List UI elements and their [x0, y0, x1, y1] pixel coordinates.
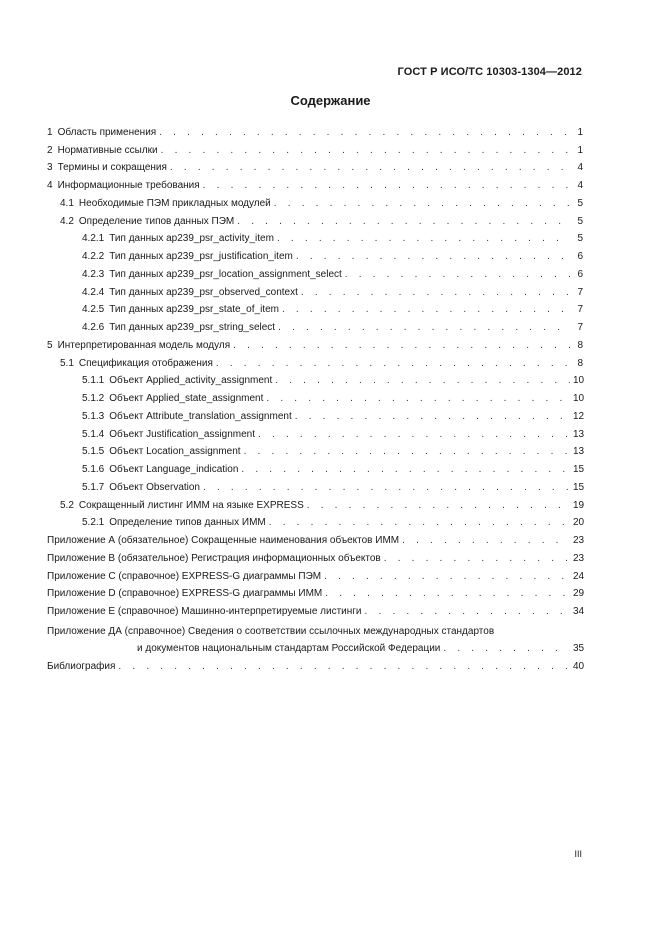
toc-leader-dots	[269, 517, 570, 529]
toc-entry-number: 5.1.6	[82, 464, 105, 475]
toc-entry-page: 10	[573, 393, 585, 404]
toc-leader-dots	[275, 375, 570, 387]
toc-entry-title: Сокращенный листинг ИММ на языке EXPRESS	[78, 499, 304, 511]
toc-leader-dots	[443, 643, 570, 655]
toc-entry[interactable]	[47, 263, 583, 281]
toc-entry-number: 4.2.4	[82, 286, 105, 298]
toc-leader-dots	[266, 393, 570, 405]
toc-entry-number: 4.2.3	[82, 268, 105, 280]
toc-entry-title: Необходимые ПЭМ прикладных модулей	[78, 197, 271, 209]
toc-leader-dots	[274, 198, 570, 210]
toc-entry[interactable]	[47, 121, 583, 139]
toc-entry-number: 2	[47, 144, 53, 156]
toc-entry-page: 19	[573, 499, 585, 511]
toc-entry-title: Объект Applied_state_assignment	[109, 393, 264, 404]
toc-entry[interactable]	[47, 352, 583, 370]
toc-entry-title: Определение типов данных ПЭМ	[78, 215, 235, 227]
toc-entry-title: Приложение Е (справочное) Машинно-интерпретируемые листинги	[47, 606, 362, 617]
toc-entry-page: 13	[573, 446, 585, 458]
toc-entry-title: Объект Justification_assignment	[109, 428, 256, 440]
toc-entry[interactable]	[47, 618, 583, 655]
toc-entry[interactable]	[47, 565, 583, 583]
toc-leader-dots	[244, 446, 570, 458]
toc-entry[interactable]	[47, 458, 583, 476]
toc-leader-dots	[307, 500, 570, 512]
toc-entry[interactable]	[47, 423, 583, 441]
toc-entry-title: Тип данных ap239_psr_state_of_item	[109, 304, 279, 316]
toc-entry-title: Спецификация отображения	[78, 357, 213, 369]
toc-entry-number: 5.1.4	[82, 428, 105, 440]
toc-entry-title: Интерпретированная модель модуля	[57, 339, 231, 351]
toc-entry-number: 4.2	[60, 215, 74, 227]
toc-entry[interactable]	[47, 245, 583, 263]
toc-leader-dots	[384, 553, 570, 565]
toc-entry-title: Приложение ДА (справочное) Сведения о соответствии ссылочных международных стандартов	[47, 626, 495, 637]
toc-entry-title: Объект Applied_activity_assignment	[109, 375, 273, 387]
toc-leader-dots	[365, 606, 570, 618]
toc-entry[interactable]	[47, 157, 583, 175]
toc-entry[interactable]	[47, 316, 583, 334]
toc-entry-title: Тип данных ap239_psr_justification_item	[109, 251, 293, 262]
toc-entry-page: 4	[577, 162, 583, 174]
toc-entry[interactable]	[47, 210, 583, 228]
toc-entry-number: 4.2.6	[82, 322, 105, 333]
toc-leader-dots	[295, 411, 570, 423]
toc-entry-number: 5.1.1	[82, 375, 105, 387]
toc-leader-dots	[296, 251, 570, 263]
toc-entry-title: Тип данных ap239_psr_string_select	[109, 322, 276, 333]
toc-entry-page: 23	[573, 552, 585, 564]
document-header: ГОСТ Р ИСО/ТС 10303-1304—2012	[397, 66, 582, 78]
toc-entry-page: 23	[573, 535, 585, 546]
toc-entry[interactable]	[47, 387, 583, 405]
toc-entry-title: Приложение С (справочное) EXPRESS-G диаграммы ПЭМ	[47, 570, 322, 582]
toc-entry-title: Определение типов данных ИММ	[109, 517, 266, 529]
toc-entry[interactable]	[47, 529, 583, 547]
toc-entry-title: Информационные требования	[57, 180, 200, 191]
toc-entry[interactable]	[47, 512, 583, 530]
toc-entry-page: 34	[573, 606, 585, 617]
toc-entry[interactable]	[47, 334, 583, 352]
toc-entry-number: 4	[47, 180, 53, 191]
toc-entry-number: 5.1.5	[82, 446, 105, 458]
toc-entry-number: 4.2.1	[82, 233, 105, 245]
toc-entry-page: 7	[577, 322, 583, 333]
toc-entry-page: 8	[577, 339, 583, 351]
toc-entry-title: Приложение А (обязательное) Сокращенные наименования объектов ИММ	[47, 535, 400, 546]
toc-leader-dots	[170, 162, 570, 174]
toc-entry-number: 5.1	[60, 357, 74, 369]
toc-entry[interactable]	[47, 441, 583, 459]
toc-entry[interactable]	[47, 600, 583, 618]
toc-entry-page: 5	[577, 197, 583, 209]
toc-leader-dots	[301, 287, 570, 299]
toc-leader-dots	[345, 269, 570, 281]
toc-entry-page: 15	[573, 464, 585, 475]
toc-leader-dots	[118, 661, 570, 673]
toc-entry-page: 20	[573, 517, 585, 529]
toc-entry-number: 5.1.2	[82, 393, 105, 404]
toc-entry[interactable]	[47, 655, 583, 673]
toc-entry-page: 5	[577, 233, 583, 245]
toc-entry-page: 24	[573, 570, 585, 582]
toc-entry-page: 13	[573, 428, 585, 440]
toc-entry-title: Тип данных ap239_psr_activity_item	[109, 233, 274, 245]
toc-entry-title: Объект Language_indication	[109, 464, 239, 475]
toc-leader-dots	[282, 304, 570, 316]
toc-entry-page: 29	[573, 588, 585, 600]
toc-entry[interactable]	[47, 405, 583, 423]
toc-entry-page: 40	[573, 660, 585, 672]
toc-entry-page: 4	[577, 180, 583, 191]
toc-entry-page: 12	[573, 410, 585, 422]
toc-entry-title: Объект Location_assignment	[109, 446, 241, 458]
toc-entry-title: Нормативные ссылки	[57, 144, 158, 156]
toc-entry-page: 10	[573, 375, 585, 387]
toc-entry-page: 1	[577, 126, 583, 138]
toc-entry-page: 8	[577, 357, 583, 369]
toc-entry-page: 35	[573, 643, 585, 654]
toc-entry-number: 5.2.1	[82, 517, 105, 529]
toc-entry-number: 3	[47, 162, 53, 174]
toc-leader-dots	[159, 127, 570, 139]
toc-entry-page: 15	[573, 481, 585, 493]
toc-entry[interactable]	[47, 228, 583, 246]
toc-entry-number: 5.1.3	[82, 410, 105, 422]
toc-entry-title: Приложение D (справочное) EXPRESS-G диаграммы ИММ	[47, 588, 323, 600]
toc-entry-page: 6	[577, 268, 583, 280]
table-of-contents	[47, 121, 583, 673]
toc-entry-number: 4.2.5	[82, 304, 105, 316]
toc-entry-title: Приложение В (обязательное) Регистрация информационных объектов	[47, 552, 381, 564]
toc-entry-page: 6	[577, 251, 583, 262]
toc-entry-page: 7	[577, 304, 583, 316]
toc-entry[interactable]	[47, 281, 583, 299]
toc-entry[interactable]	[47, 583, 583, 601]
toc-entry[interactable]	[47, 494, 583, 512]
toc-entry[interactable]	[47, 192, 583, 210]
toc-entry-title: Тип данных ap239_psr_observed_context	[109, 286, 298, 298]
toc-leader-dots	[278, 322, 570, 334]
toc-leader-dots	[237, 216, 570, 228]
toc-entry-number: 5	[47, 339, 53, 351]
toc-entry-number: 5.1.7	[82, 481, 105, 493]
toc-entry-number: 4.1	[60, 197, 74, 209]
toc-entry-number: 5.2	[60, 499, 74, 511]
toc-entry[interactable]	[47, 370, 583, 388]
toc-leader-dots	[203, 180, 570, 192]
toc-entry-page: 7	[577, 286, 583, 298]
toc-leader-dots	[277, 233, 570, 245]
toc-entry-number: 1	[47, 126, 53, 138]
toc-entry-title: Библиография	[47, 660, 116, 672]
toc-entry-title: Объект Observation	[109, 481, 200, 493]
toc-leader-dots	[325, 588, 570, 600]
toc-leader-dots	[258, 429, 570, 441]
toc-entry[interactable]	[47, 476, 583, 494]
toc-entry[interactable]	[47, 139, 583, 157]
toc-entry-title: Область применения	[57, 126, 157, 138]
toc-entry-page: 1	[577, 144, 583, 156]
toc-entry-title-continuation: и документов национальным стандартам Российской Федерации	[137, 643, 441, 654]
toc-leader-dots	[203, 482, 570, 494]
page-title: Содержание	[290, 93, 371, 108]
toc-leader-dots	[402, 535, 570, 547]
toc-entry-title: Объект Attribute_translation_assignment	[109, 410, 292, 422]
toc-entry[interactable]	[47, 547, 583, 565]
toc-leader-dots	[241, 464, 570, 476]
toc-entry-title: Тип данных ap239_psr_location_assignment_select	[109, 268, 342, 280]
toc-entry-page: 5	[577, 215, 583, 227]
toc-entry[interactable]	[47, 299, 583, 317]
toc-entry-title: Термины и сокращения	[57, 162, 167, 174]
toc-leader-dots	[324, 571, 570, 583]
page-number: III	[574, 849, 582, 859]
toc-leader-dots	[161, 145, 570, 157]
toc-leader-dots	[216, 358, 570, 370]
toc-entry[interactable]	[47, 174, 583, 192]
toc-entry-number: 4.2.2	[82, 251, 105, 262]
toc-leader-dots	[233, 340, 570, 352]
